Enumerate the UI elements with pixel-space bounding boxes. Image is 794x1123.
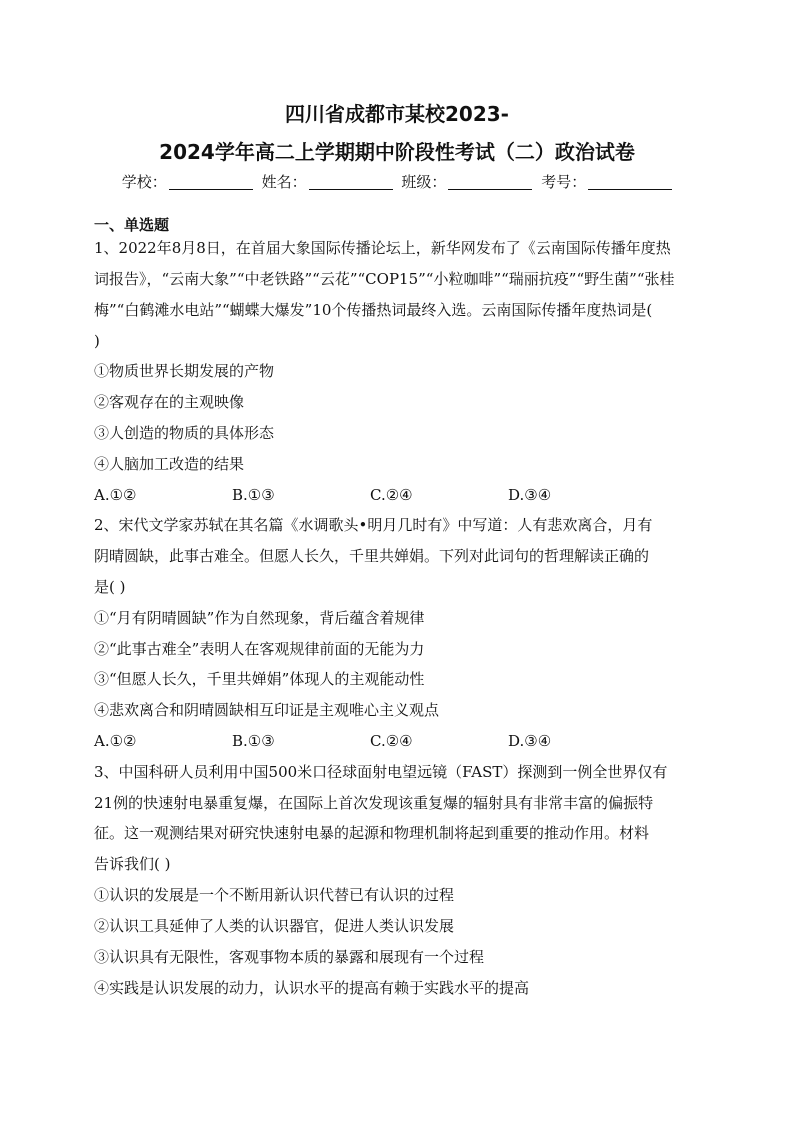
- question-3-line-1: 3、中国科研人员利用中国500米口径球面射电望远镜（FAST）探测到一例全世界仅有: [94, 763, 668, 781]
- question-1-option-a: A.①②: [94, 486, 137, 504]
- question-1-option-d: D.③④: [508, 486, 552, 504]
- school-label: 学校：: [121, 173, 167, 191]
- question-1-option-b: B.①③: [232, 486, 275, 504]
- school-field: [122, 171, 253, 193]
- name-field: [262, 171, 393, 193]
- question-3-statement-4: ④实践是认识发展的动力，认识水平的提高有赖于实践水平的提高: [94, 979, 530, 997]
- question-1-line-1: 1、2022年8月8日，在首届大象国际传播论坛上，新华网发布了《云南国际传播年度热: [94, 239, 671, 257]
- student-info-row: [0, 171, 794, 193]
- class-field: [401, 171, 532, 193]
- school-blank: [169, 174, 253, 190]
- question-2-statement-1: ①“月有阴晴圆缺”作为自然现象，背后蕴含着规律: [94, 609, 425, 627]
- question-3-line-3: 征。这一观测结果对研究快速射电暴的起源和物理机制将起到重要的推动作用。材料: [94, 824, 650, 842]
- exam-title-line-2: 2024学年高二上学期期中阶段性考试（二）政治试卷: [159, 140, 635, 164]
- exam-number-label: 考号：: [541, 173, 587, 191]
- class-label: 班级：: [401, 173, 447, 191]
- section-heading: 一、单选题: [94, 216, 170, 234]
- exam-number-blank: [588, 174, 672, 190]
- name-blank: [309, 174, 393, 190]
- question-2-option-c: C.②④: [370, 732, 413, 750]
- question-2-statement-4: ④悲欢离合和阴晴圆缺相互印证是主观唯心主义观点: [94, 701, 440, 719]
- question-1-line-3: 梅”“白鹤滩水电站”“蝴蝶大爆发”10个传播热词最终入选。云南国际传播年度热词是(: [94, 301, 653, 319]
- question-1-statement-2: ②客观存在的主观映像: [94, 393, 245, 411]
- question-1-line-2: 词报告》，“云南大象”“中老铁路”“云花”“COP15”“小粒咖啡”“瑞丽抗疫”“野生菌”“张桂: [94, 270, 675, 288]
- question-2-line-3: 是( ): [94, 578, 126, 596]
- exam-title-line-1: 四川省成都市某校2023-: [285, 102, 509, 126]
- class-blank: [448, 174, 532, 190]
- question-1-statement-4: ④人脑加工改造的结果: [94, 455, 245, 473]
- question-3-line-2: 21例的快速射电暴重复爆，在国际上首次发现该重复爆的辐射具有非常丰富的偏振特: [94, 794, 654, 812]
- question-1-statement-1: ①物质世界长期发展的产物: [94, 362, 275, 380]
- name-label: 姓名：: [261, 173, 307, 191]
- question-1-statement-3: ③人创造的物质的具体形态: [94, 424, 275, 442]
- question-1-option-c: C.②④: [370, 486, 413, 504]
- question-2-line-1: 2、宋代文学家苏轼在其名篇《水调歌头•明月几时有》中写道：人有悲欢离合，月有: [94, 516, 653, 534]
- question-1-line-4: ): [94, 332, 100, 350]
- question-2-option-a: A.①②: [94, 732, 137, 750]
- exam-number-field: [541, 171, 672, 193]
- question-3-statement-2: ②认识工具延伸了人类的认识器官，促进人类认识发展: [94, 917, 455, 935]
- question-2-statement-2: ②“此事古难全”表明人在客观规律前面的无能为力: [94, 640, 425, 658]
- question-2-line-2: 阴晴圆缺，此事古难全。但愿人长久，千里共婵娟。下列对此词句的哲理解读正确的: [94, 547, 650, 565]
- question-3-line-4: 告诉我们( ): [94, 855, 171, 873]
- question-3-statement-1: ①认识的发展是一个不断用新认识代替已有认识的过程: [94, 886, 455, 904]
- question-3-statement-3: ③认识具有无限性，客观事物本质的暴露和展现有一个过程: [94, 948, 485, 966]
- question-2-option-b: B.①③: [232, 732, 275, 750]
- question-2-option-d: D.③④: [508, 732, 552, 750]
- question-2-statement-3: ③“但愿人长久，千里共婵娟”体现人的主观能动性: [94, 670, 425, 688]
